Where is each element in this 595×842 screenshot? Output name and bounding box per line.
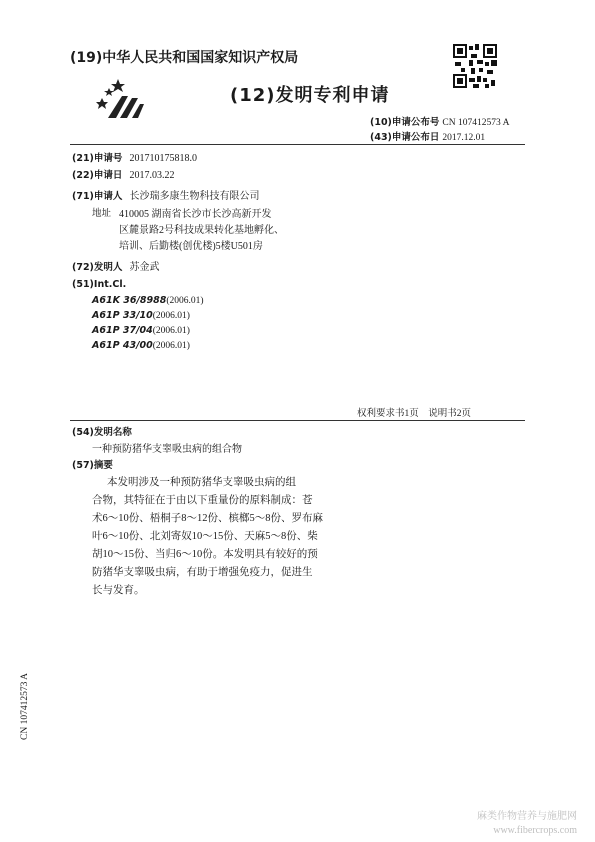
- side-publication-number: CN 107412573 A: [20, 672, 30, 740]
- abstract-heading: [72, 457, 113, 471]
- applicant: [72, 187, 259, 202]
- field-label: 摘要: [93, 460, 113, 471]
- publication-number-value: CN 107412573 A: [442, 118, 510, 128]
- publication-date-label: (43)申请公布日: [370, 132, 440, 143]
- inventor: [72, 258, 159, 273]
- abstract-line: 叶6～10份、北刘寄奴10～15份、天麻5～8份、柴: [92, 531, 318, 542]
- ipc-version: (2006.01): [152, 326, 190, 336]
- page-count-note: 权利要求书1页 说明书2页: [357, 409, 472, 419]
- publication-date-value: 2017.12.01: [442, 133, 486, 143]
- ipc-heading: [72, 279, 126, 290]
- field-code: (51): [72, 279, 94, 290]
- publication-number: [370, 114, 509, 128]
- ipc-code: A61P 33/10: [92, 310, 153, 321]
- applicant-value: 长沙瑞多康生物科技有限公司: [129, 191, 260, 202]
- field-code: (54): [72, 427, 94, 438]
- office-name: (19)中华人民共和国国家知识产权局: [70, 50, 299, 66]
- abstract-line: 长与发育。: [92, 585, 145, 596]
- ipc-classification: [92, 340, 190, 351]
- application-date-value: 2017.03.22: [129, 170, 175, 181]
- ipc-classification: [92, 295, 204, 306]
- application-number-value: 201710175818.0: [129, 153, 197, 164]
- ipc-code: A61K 36/8988: [92, 295, 167, 306]
- header-divider: [70, 144, 525, 145]
- publication-date: [370, 129, 485, 143]
- address-line: 培训、后勤楼(创优楼)5楼U501房: [119, 241, 263, 252]
- application-date: [72, 167, 174, 181]
- watermark: [477, 810, 577, 838]
- field-label: 申请日: [93, 170, 123, 181]
- ipc-version: (2006.01): [166, 296, 204, 306]
- sipo-logo-icon: [96, 76, 144, 120]
- ipc-classification: [92, 325, 190, 336]
- address-line: 410005 湖南省长沙市长沙高新开发: [119, 209, 272, 220]
- application-number: [72, 150, 197, 164]
- abstract-line: 胡10～15份、当归6～10份。本发明具有较好的预: [92, 549, 318, 560]
- ipc-code: A61P 43/00: [92, 340, 153, 351]
- abstract-line: 本发明涉及一种预防猪华支睾吸虫病的组: [107, 477, 296, 488]
- document-type: (12)发明专利申请: [230, 85, 390, 106]
- ipc-classification: [92, 310, 190, 321]
- inventor-value: 苏金武: [129, 262, 160, 273]
- ipc-version: (2006.01): [152, 311, 190, 321]
- field-code: (57): [72, 460, 94, 471]
- field-label: 申请号: [93, 153, 123, 164]
- publication-number-label: (10)申请公布号: [370, 117, 440, 128]
- ipc-code: A61P 37/04: [92, 325, 153, 336]
- section-divider: [70, 420, 525, 421]
- invention-title-heading: [72, 424, 132, 438]
- invention-title: 一种预防猪华支睾吸虫病的组合物: [92, 444, 242, 455]
- field-label: Int.Cl.: [93, 279, 127, 290]
- field-code: (72): [72, 262, 94, 273]
- address-line: 区麓景路2号科技成果转化基地孵化、: [119, 225, 284, 236]
- abstract-line: 术6～10份、梧桐子8～12份、槟榔5～8份、罗布麻: [92, 513, 323, 524]
- field-code: (22): [72, 170, 94, 181]
- field-label: 发明人: [93, 262, 123, 273]
- abstract-line: 合物，其特征在于由以下重量份的原料制成：苍: [92, 495, 313, 506]
- field-code: (71): [72, 191, 94, 202]
- abstract-line: 防猪华支睾吸虫病，有助于增强免疫力，促进生: [92, 567, 313, 578]
- watermark-url: www.fibercrops.com: [493, 825, 577, 836]
- ipc-version: (2006.01): [152, 341, 190, 351]
- field-label: 申请人: [93, 191, 123, 202]
- address-label: 地址: [92, 208, 112, 219]
- field-code: (21): [72, 153, 94, 164]
- watermark-title: 麻类作物营养与施肥网: [477, 811, 577, 822]
- field-label: 发明名称: [93, 427, 132, 438]
- qr-code-icon: [453, 44, 497, 88]
